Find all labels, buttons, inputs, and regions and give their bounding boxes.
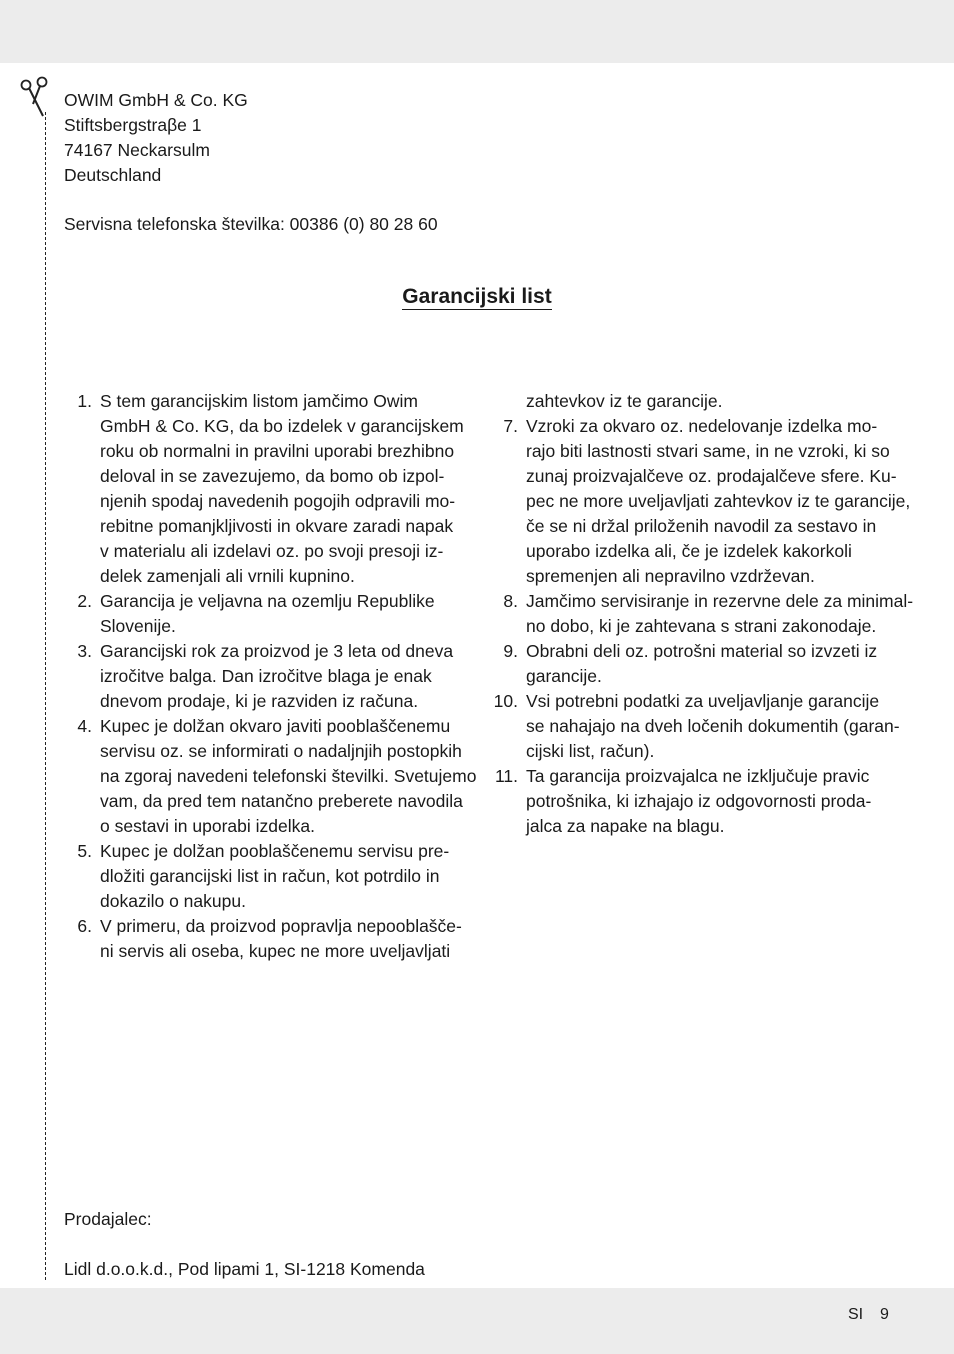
list-item-text-line: no dobo, ki je zahtevana s strani zakonodaje. xyxy=(526,616,877,636)
terms-column-left xyxy=(64,389,477,964)
list-item-text-line: dnevom prodaje, ki je razviden iz računa. xyxy=(100,691,419,711)
list-item-text-line: Ta garancija proizvajalca ne izključuje pravic xyxy=(526,766,870,786)
list-item-text-line: Kupec je dolžan pooblaščenemu servisu pre- xyxy=(100,841,450,861)
list-item-text-line: GmbH & Co. KG, da bo izdelek v garancijskem xyxy=(100,416,464,436)
list-item-text-line: Vzroki za okvaro oz. nedelovanje izdelka mo- xyxy=(526,416,878,436)
list-item-text-line: zahtevkov iz te garancije. xyxy=(526,391,723,411)
terms-list-item xyxy=(64,589,464,639)
terms-list-item xyxy=(490,689,900,764)
list-item-number: 2. xyxy=(77,591,92,611)
list-item-text-line: dokazilo o nakupu. xyxy=(100,891,246,911)
language-code: SI xyxy=(848,1306,864,1323)
list-item-number: 5. xyxy=(77,841,92,861)
company-name: OWIM GmbH & Co. KG xyxy=(64,90,248,110)
terms-list-item xyxy=(64,389,464,589)
seller-address: Lidl d.o.o.k.d., Pod lipami 1, SI-1218 Komenda xyxy=(64,1259,425,1279)
terms-list-item xyxy=(490,414,911,589)
page-title xyxy=(0,283,954,311)
terms-list-item xyxy=(64,914,464,964)
list-item-text-line: izročitve balga. Dan izročitve blaga je enak xyxy=(100,666,432,686)
list-item-text-line: ni servis ali oseba, kupec ne more uveljavljati xyxy=(100,941,451,961)
list-item-text-line: Obrabni deli oz. potrošni material so izvzeti iz xyxy=(526,641,878,661)
street: Stiftsbergstraβe 1 xyxy=(64,115,202,135)
service-phone: Servisna telefonska številka: 00386 (0) 80 28 60 xyxy=(64,214,438,234)
list-item-text-line: zunaj proizvajalčeve oz. prodajalčeve sfere. Ku- xyxy=(526,466,897,486)
list-item-text-line: Jamčimo servisiranje in rezervne dele za minimal- xyxy=(526,591,914,611)
page-number: 9 xyxy=(880,1306,889,1323)
terms-list-item xyxy=(490,639,890,689)
list-item-number: 10. xyxy=(493,691,518,711)
list-item-text-line: roku ob normalni in pravilni uporabi brezhibno xyxy=(100,441,455,461)
list-item-text-line: v materialu ali izdelavi oz. po svoji presoji iz- xyxy=(100,541,444,561)
list-item-number: 3. xyxy=(77,641,92,661)
list-item-text-line: na zgoraj navedeni telefonski številki. Svetujemo xyxy=(100,766,477,786)
list-item-text-line: jalca za napake na blagu. xyxy=(526,816,725,836)
city: 74167 Neckarsulm xyxy=(64,140,210,160)
list-item-number: 8. xyxy=(503,591,518,611)
country: Deutschland xyxy=(64,165,162,185)
list-item-text-line: rebitne pomanjkljivosti in okvare zaradi napak xyxy=(100,516,454,536)
manufacturer-address xyxy=(64,88,248,188)
list-item-text-line: o sestavi in uporabi izdelka. xyxy=(100,816,315,836)
terms-list-item xyxy=(64,714,477,839)
list-item-number: 11. xyxy=(494,766,518,786)
list-item-text-line: garancije. xyxy=(526,666,602,686)
page-title-text: Garancijski list xyxy=(402,285,552,308)
terms-list-item xyxy=(490,389,890,414)
list-item-text-line: delek zamenjali ali vrnili kupnino. xyxy=(100,566,355,586)
list-item-text-line: se nahajajo na dveh ločenih dokumentih (garan- xyxy=(526,716,900,736)
list-item-text-line: Slovenije. xyxy=(100,616,176,636)
list-item-text-line: dložiti garancijski list in račun, kot potrdilo in xyxy=(100,866,440,886)
list-item-text-line: vam, da pred tem natančno preberete navodila xyxy=(100,791,463,811)
terms-list-item xyxy=(64,639,464,714)
list-item-text-line: uporabo izdelka ali, če je izdelek kakorkoli xyxy=(526,541,852,561)
list-item-text-line: Garancijski rok za proizvod je 3 leta od dneva xyxy=(100,641,454,661)
list-item-text-line: V primeru, da proizvod popravlja nepooblašče- xyxy=(100,916,462,936)
list-item-number: 6. xyxy=(77,916,92,936)
list-item-text-line: servisu oz. se informirati o nadaljnjih postopkih xyxy=(100,741,462,761)
list-item-text-line: njenih spodaj navedenih pogojih odpravili mo- xyxy=(100,491,456,511)
terms-list-item xyxy=(490,764,890,839)
terms-column-right xyxy=(490,389,914,839)
list-item-text-line: Garancija je veljavna na ozemlju Republike xyxy=(100,591,435,611)
top-margin-band xyxy=(0,0,954,63)
list-item-number: 9. xyxy=(503,641,518,661)
list-item-number: 1. xyxy=(77,391,92,411)
list-item-text-line: Vsi potrebni podatki za uveljavljanje garancije xyxy=(526,691,880,711)
list-item-text-line: če se ni držal priloženih navodil za sestavo in xyxy=(526,516,877,536)
list-item-text-line: S tem garancijskim listom jamčimo Owim xyxy=(100,391,418,411)
list-item-text-line: potrošnika, ki izhajajo iz odgovornosti proda- xyxy=(526,791,872,811)
bottom-margin-band xyxy=(0,1288,954,1354)
list-item-text-line: cijski list, račun). xyxy=(526,741,655,761)
seller-label: Prodajalec: xyxy=(64,1209,152,1229)
list-item-text-line: spremenjen ali nepravilno vzdrževan. xyxy=(526,566,815,586)
list-item-text-line: deloval in se zavezujemo, da bomo ob izpol- xyxy=(100,466,445,486)
list-item-text-line: pec ne more uveljavljati zahtevkov iz te garancije, xyxy=(526,491,911,511)
list-item-text-line: rajo biti lastnosti stvari same, in ne vzroki, ki so xyxy=(526,441,890,461)
list-item-text-line: Kupec je dolžan okvaro javiti pooblaščenemu xyxy=(100,716,451,736)
list-item-number: 4. xyxy=(77,716,92,736)
terms-list-item xyxy=(490,589,914,639)
terms-list-item xyxy=(64,839,464,914)
list-item-number: 7. xyxy=(503,416,518,436)
